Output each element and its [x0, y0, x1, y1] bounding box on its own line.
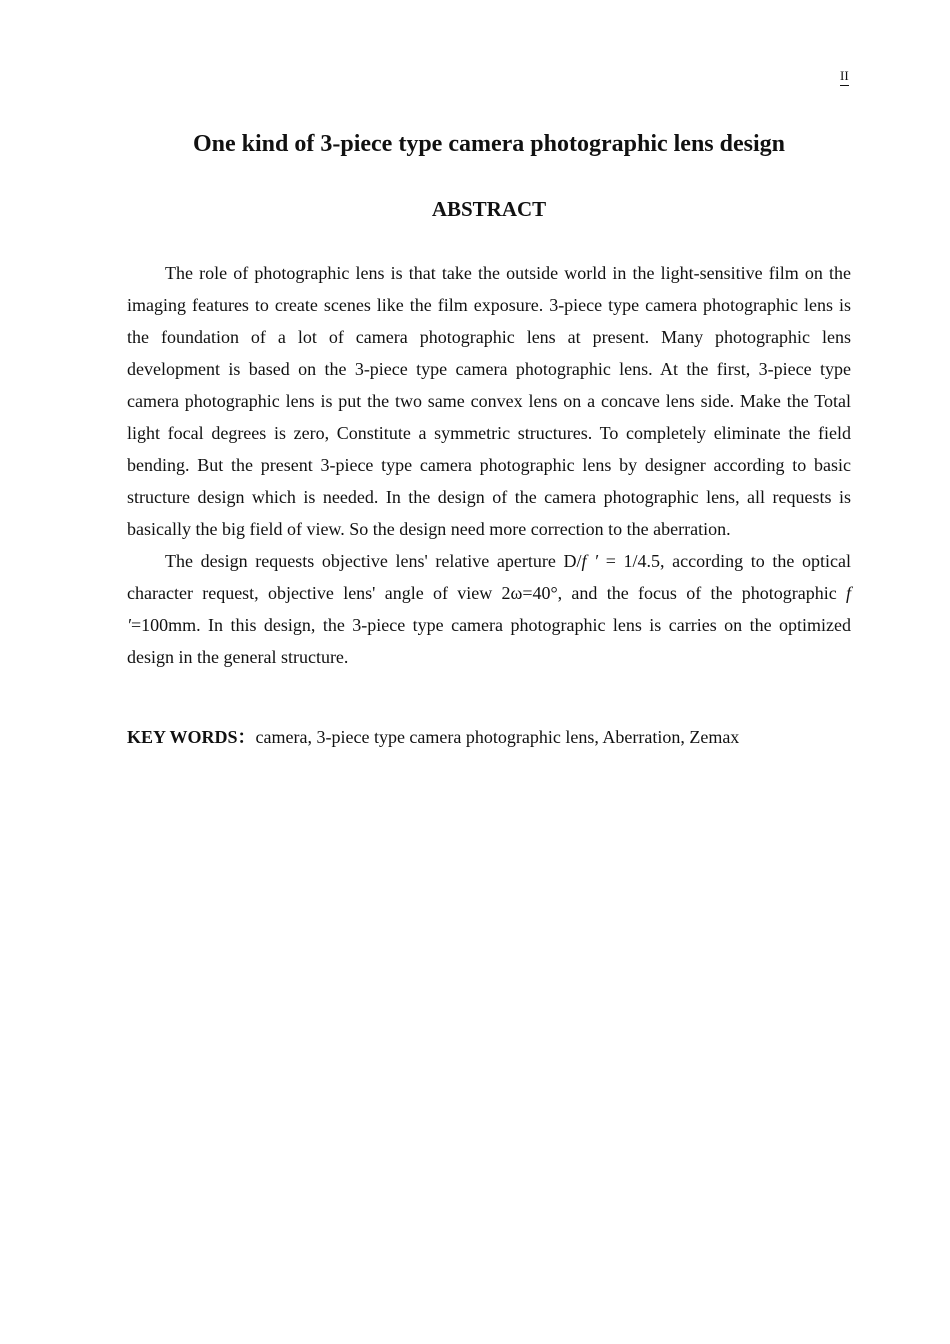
abstract-paragraph-2 [127, 545, 851, 673]
keywords-text: camera, 3-piece type camera photographic lens, Aberration, Zemax [255, 727, 740, 747]
page-number: II [840, 68, 849, 86]
abstract-heading: ABSTRACT [431, 197, 547, 221]
focal-length-symbol: f ′ [581, 551, 599, 571]
paragraph-2-part-3: =100mm. In this design, the 3-piece type camera photographic lens is carries on the optimized design in the general structure. [127, 615, 851, 667]
paragraph-2-part-2: = 1/4.5, according to the optical character request, objective lens' angle of view 2ω=40°, and the focus of the photographic [127, 551, 851, 603]
abstract-paragraph-1: The role of photographic lens is that take the outside world in the light-sensitive film on the imaging features to create scenes like the film exposure. 3-piece type camera photographic lens is the foundation of a lot of camera photographic lens at present. Many photographic lens development is based on the 3-piece type camera photographic lens. At the first, 3-piece type camera photographic lens is put the two same convex lens on a concave lens side. Make the Total light focal degrees is zero, Constitute a symmetric structures. To completely eliminate the field bending. But the present 3-piece type camera photographic lens by designer according to basic structure design which is needed. In the design of the camera photographic lens, all requests is basically the big field of view. So the design need more correction to the aberration. [127, 263, 851, 539]
keywords-label: KEY WORDS： [127, 727, 256, 747]
paragraph-2-part-1: The design requests objective lens' relative aperture D/ [165, 551, 582, 571]
document-title: One kind of 3-piece type camera photographic lens design [193, 131, 785, 157]
keywords-line [127, 721, 851, 753]
focal-length-symbol-2: f ′ [127, 583, 851, 635]
abstract-body [127, 257, 851, 673]
